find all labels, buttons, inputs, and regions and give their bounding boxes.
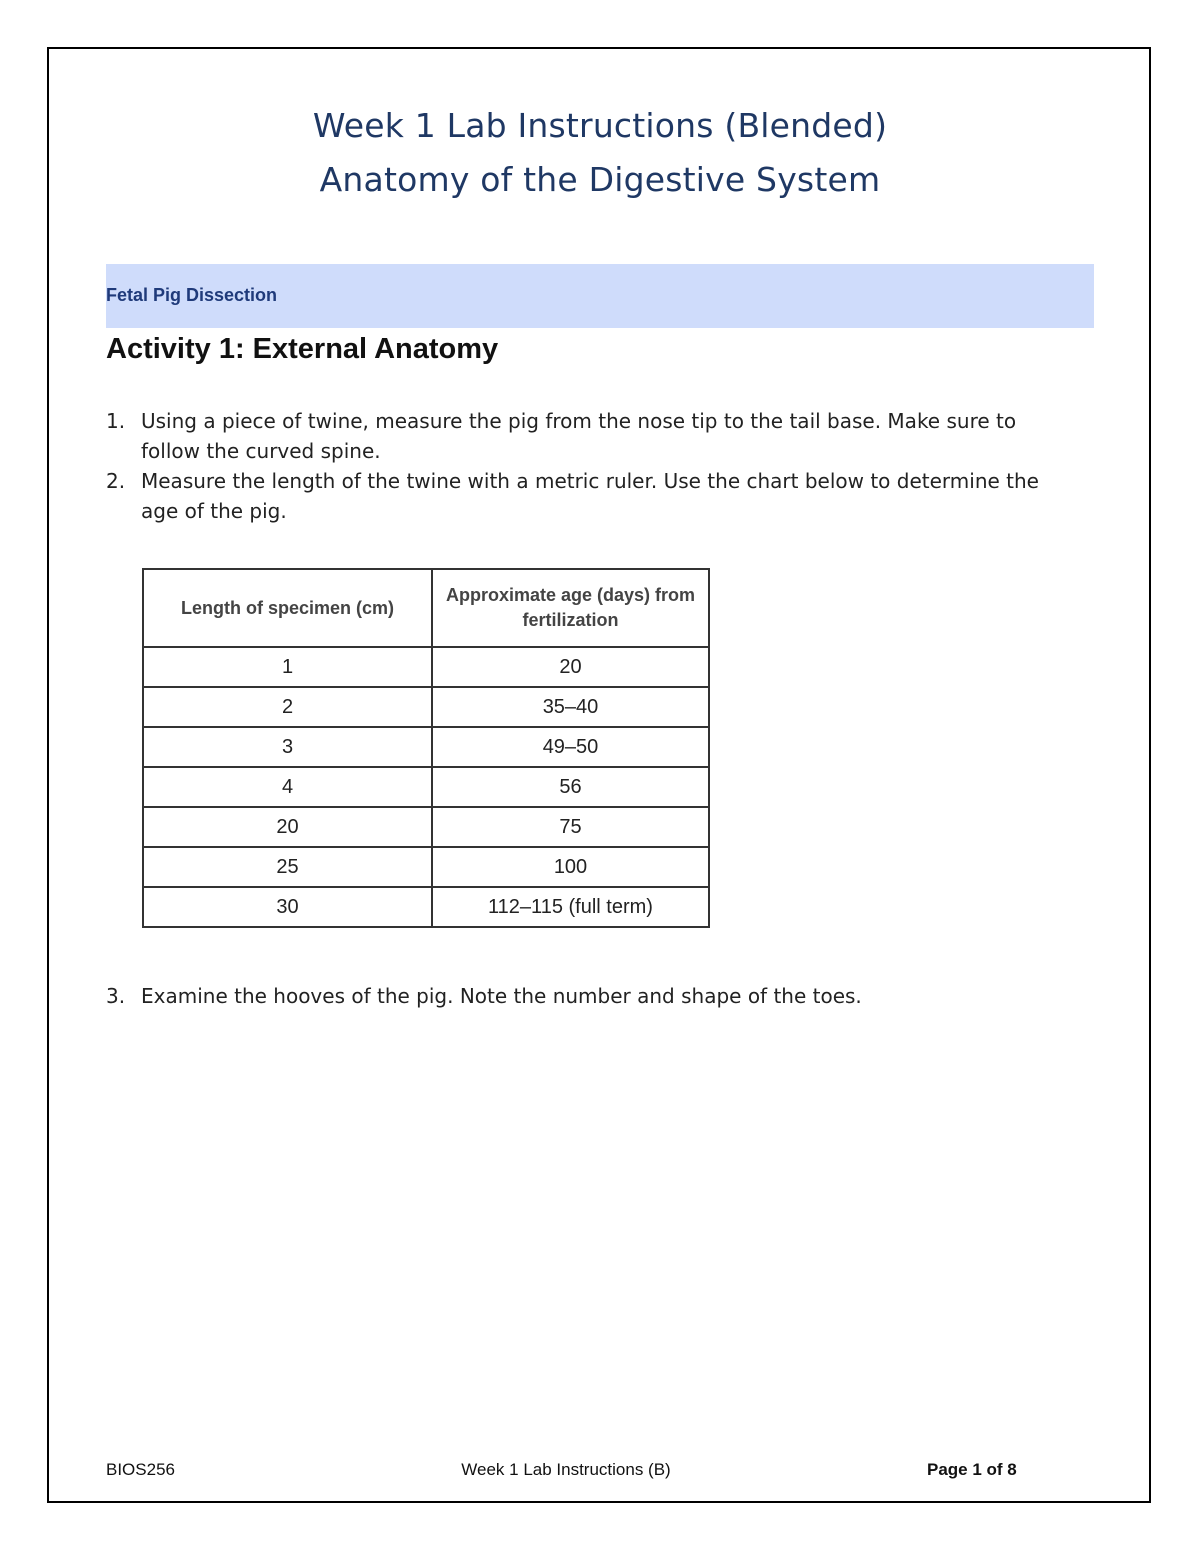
table-header-length: Length of specimen (cm) [143,569,432,647]
list-item-number: 1. [106,409,126,433]
table-cell: 56 [432,767,709,807]
table-cell: 75 [432,807,709,847]
table-row [143,847,709,887]
list-item-number: 3. [106,984,126,1008]
table-cell: 35–40 [432,687,709,727]
table-cell: 4 [143,767,432,807]
table-cell: 3 [143,727,432,767]
section-banner [106,264,1094,328]
footer-page-number: Page 1 of 8 [927,1460,1017,1479]
document-title: Week 1 Lab Instructions (Blended) [312,106,888,145]
list-item-text: Measure the length of the twine with a metric ruler. Use the chart below to determine the age of the pig. [141,469,1039,523]
table-cell: 100 [432,847,709,887]
table-cell: 49–50 [432,727,709,767]
table-cell: 1 [143,647,432,687]
table-header-age: Approximate age (days) from fertilization [432,569,709,647]
table-cell: 112–115 (full term) [432,887,709,927]
table-row [143,887,709,927]
table-row [143,647,709,687]
footer-document-name: Week 1 Lab Instructions (B) [461,1460,671,1479]
section-label: Fetal Pig Dissection [106,285,278,305]
footer-course-code: BIOS256 [106,1460,175,1479]
age-length-table [142,568,710,928]
document-subtitle: Anatomy of the Digestive System [319,160,881,199]
table-header-row [143,569,709,647]
table-row [143,687,709,727]
table-cell: 20 [143,807,432,847]
table-cell: 2 [143,687,432,727]
table-row [143,767,709,807]
activity-heading: Activity 1: External Anatomy [106,333,499,365]
list-item-text: Examine the hooves of the pig. Note the number and shape of the toes. [141,984,862,1008]
table-cell: 20 [432,647,709,687]
table-cell: 25 [143,847,432,887]
list-item-number: 2. [106,469,126,493]
table-cell: 30 [143,887,432,927]
table-row [143,807,709,847]
table-row [143,727,709,767]
list-item-text: Using a piece of twine, measure the pig from the nose tip to the tail base. Make sure to follow the curved spine. [141,409,1017,463]
